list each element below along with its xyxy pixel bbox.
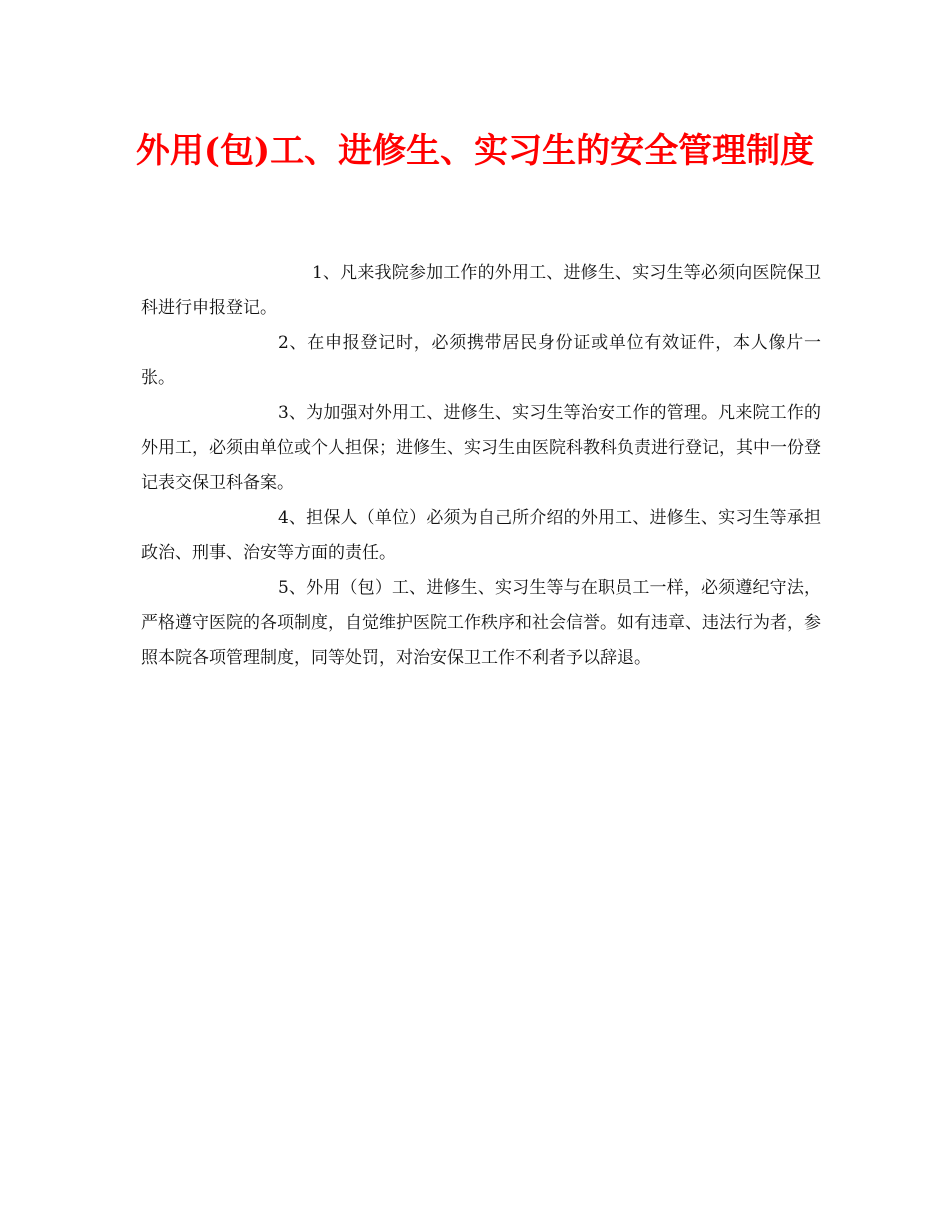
document-title: 外用(包)工、进修生、实习生的安全管理制度 <box>135 131 815 171</box>
paragraph-1: 1、凡来我院参加工作的外用工、进修生、实习生等必须向医院保卫科进行申报登记。 <box>141 263 821 318</box>
paragraph-4: 4、担保人（单位）必须为自己所介绍的外用工、进修生、实习生等承担政治、刑事、治安等方面的责任。 <box>141 508 821 563</box>
document-body <box>141 256 821 676</box>
paragraph-2: 2、在申报登记时，必须携带居民身份证或单位有效证件，本人像片一张。 <box>141 333 821 388</box>
paragraph-3: 3、为加强对外用工、进修生、实习生等治安工作的管理。凡来院工作的外用工，必须由单位或个人担保；进修生、实习生由医院科教科负责进行登记，其中一份登记表交保卫科备案。 <box>141 403 821 493</box>
paragraph-5: 5、外用（包）工、进修生、实习生等与在职员工一样，必须遵纪守法，严格遵守医院的各项制度，自觉维护医院工作秩序和社会信誉。如有违章、违法行为者，参照本院各项管理制度，同等处罚，对治安保卫工作不利者予以辞退。 <box>141 578 821 668</box>
